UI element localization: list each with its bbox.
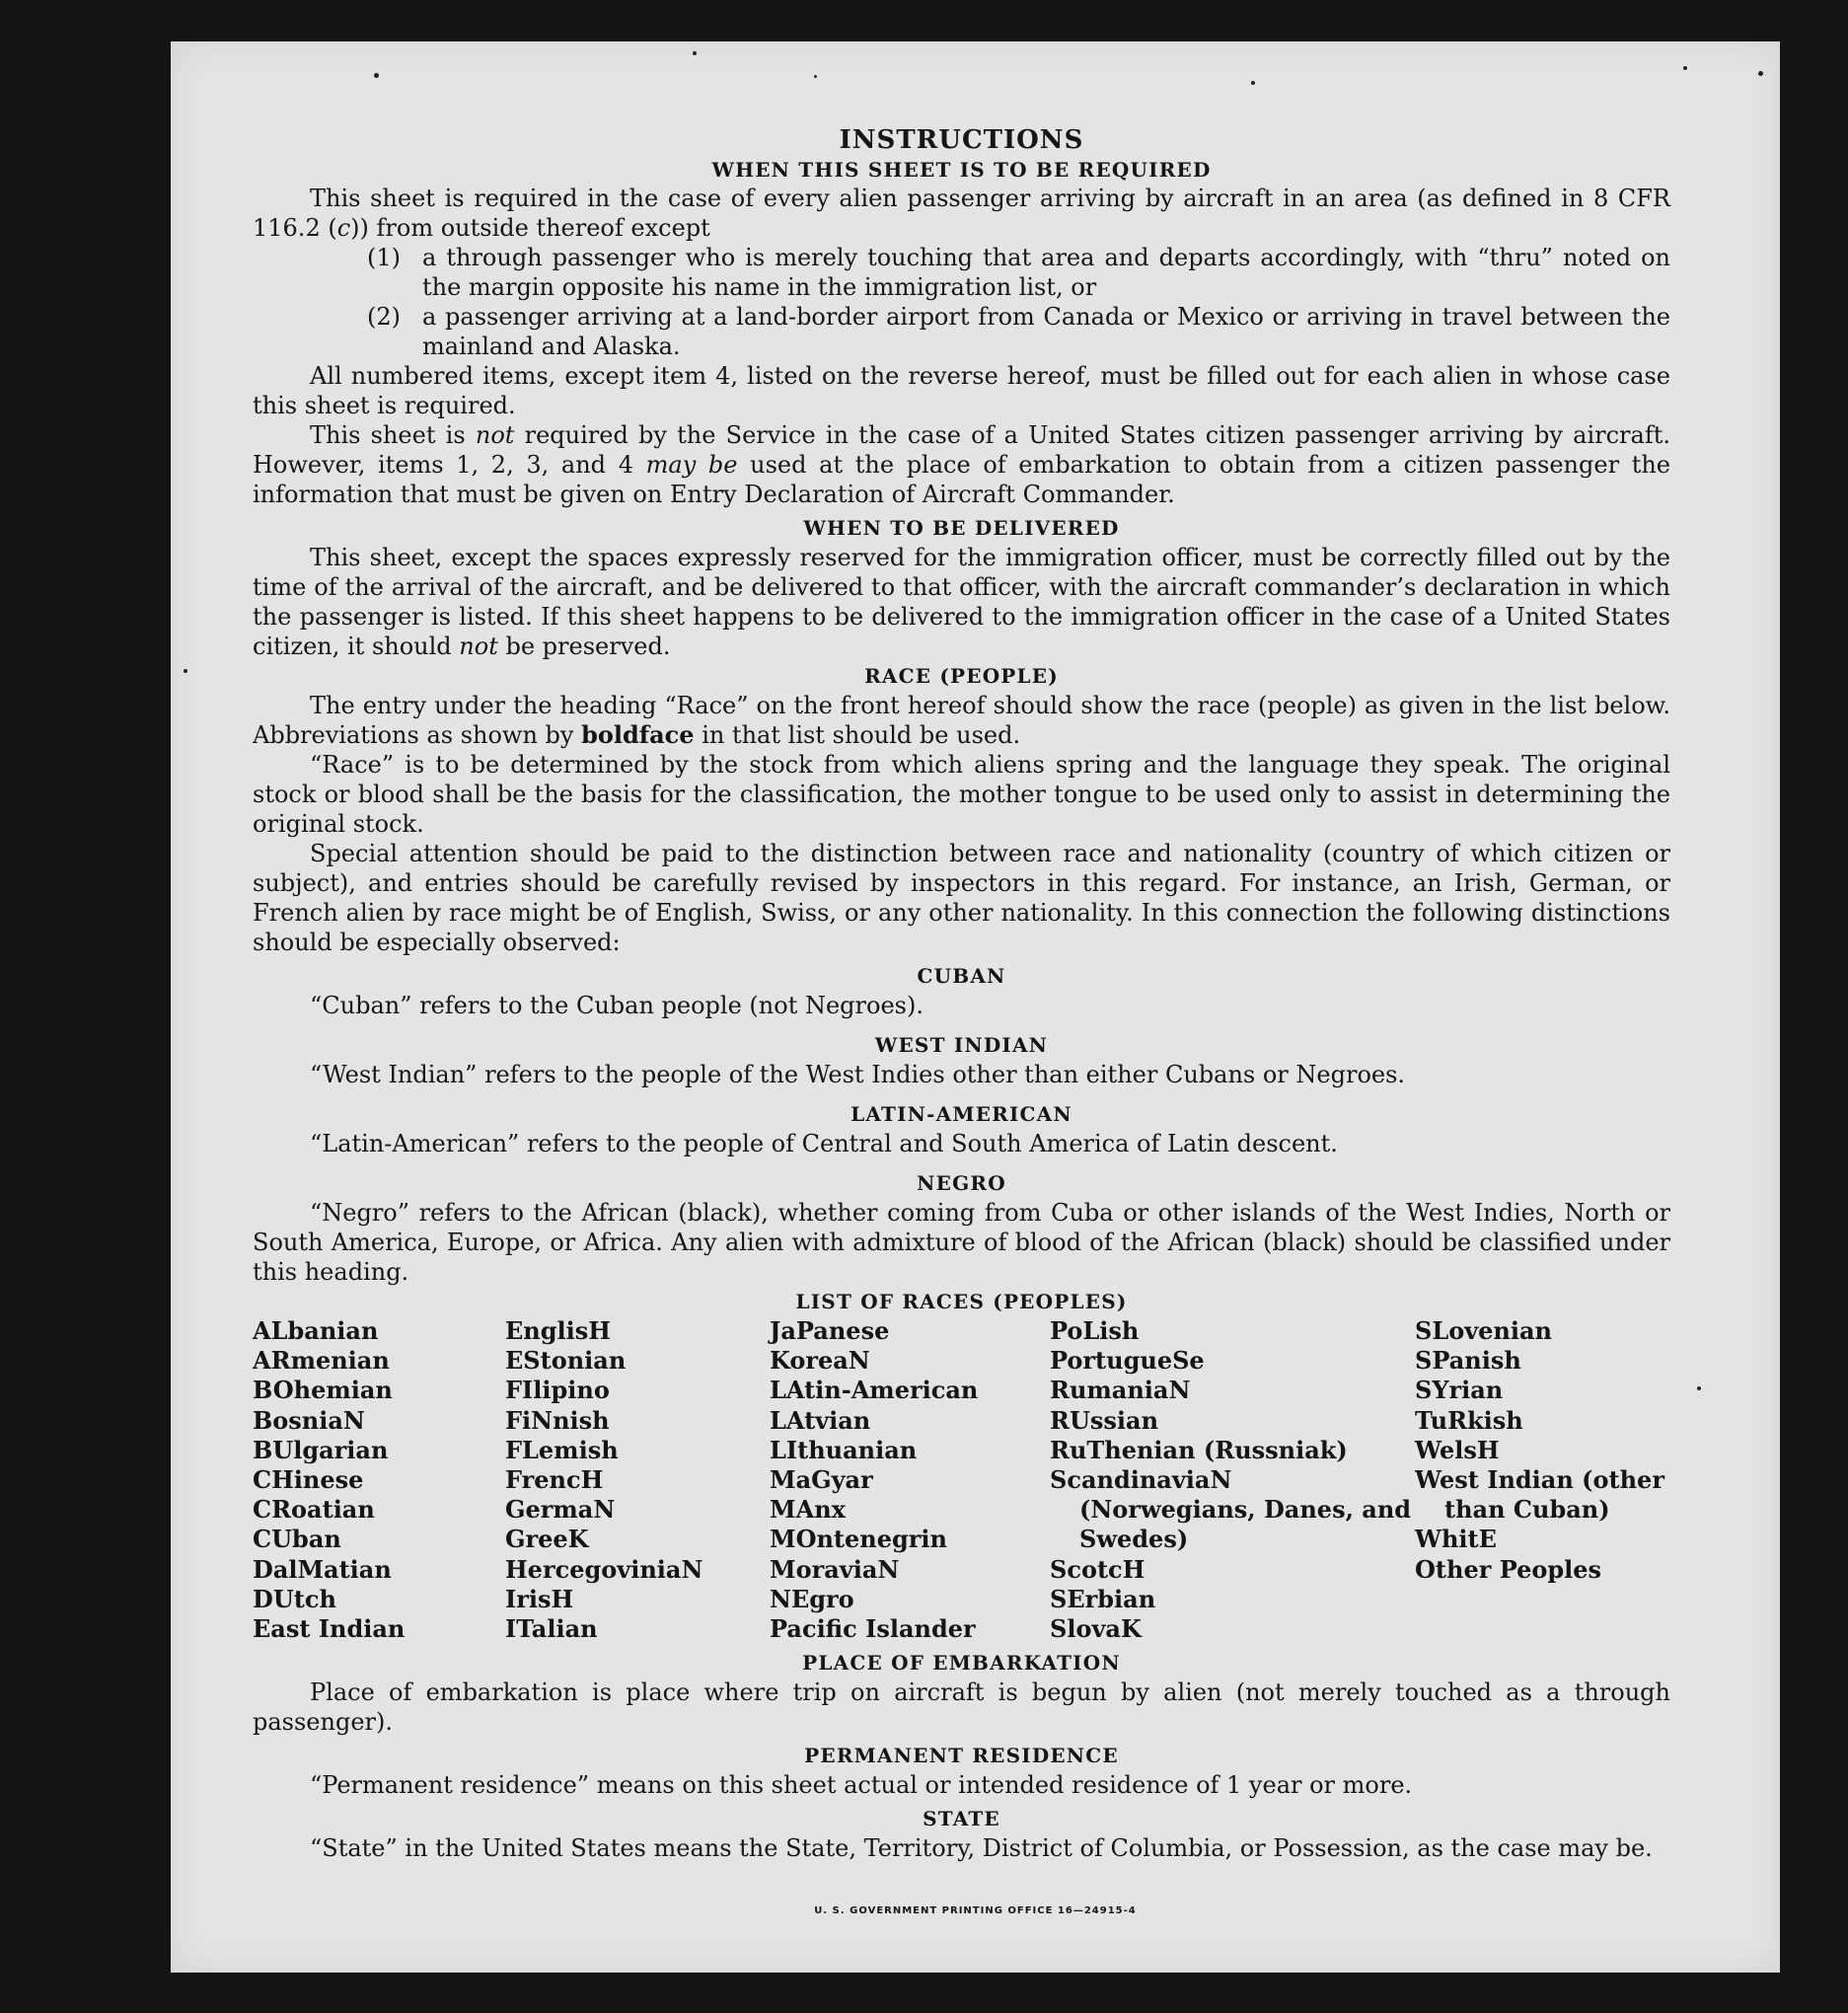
paragraph: “Permanent residence” means on this sheet actual or intended residence of 1 year or more.: [310, 1771, 1413, 1800]
item-text: a passenger arriving at a land-border airport from Canada or Mexico or arriving in travel between the mainland and Alaska.: [422, 303, 1670, 360]
race-item: WhitE: [1415, 1525, 1497, 1554]
section-race: [253, 661, 1670, 957]
race-item: BUlgarian: [253, 1435, 389, 1464]
race-item: BosniaN: [253, 1405, 365, 1435]
document-page: [171, 41, 1780, 1973]
race-item: LAtvian: [770, 1405, 871, 1435]
race-item: SLovenian: [1415, 1316, 1552, 1345]
race-item: East Indian: [253, 1614, 406, 1644]
race-item: JaPanese: [770, 1316, 890, 1345]
section-heading: CUBAN: [917, 964, 1006, 988]
section-heading: LIST OF RACES (PEOPLES): [795, 1290, 1128, 1313]
section-heading: WHEN THIS SHEET IS TO BE REQUIRED: [711, 158, 1212, 182]
race-item: CHinese: [253, 1465, 364, 1495]
section-heading: NEGRO: [917, 1171, 1006, 1195]
section-heading: RACE (PEOPLE): [864, 664, 1059, 688]
race-item: GreeK: [505, 1525, 589, 1554]
race-item: Other Peoples: [1415, 1554, 1602, 1584]
race-item: FiNnish: [505, 1405, 610, 1435]
list-item: [253, 302, 1670, 361]
races-column-4: [1050, 1316, 1415, 1644]
race-item: FLemish: [505, 1435, 619, 1464]
paragraph: “Race” is to be determined by the stock from which aliens spring and the language they speak. The original stock or blood shall be the basis for the classification, the mother tongue to be used only to assist in determining the original stock.: [253, 751, 1670, 838]
race-item: FIlipino: [505, 1376, 610, 1405]
race-item: FrencH: [505, 1465, 604, 1495]
race-item: IrisH: [505, 1584, 574, 1613]
race-item: CRoatian: [253, 1495, 375, 1525]
race-item: DalMatian: [253, 1554, 392, 1584]
page-title: INSTRUCTIONS: [839, 125, 1084, 155]
paragraph: Special attention should be paid to the distinction between race and nationality (country of which citizen or subject), and entries should be carefully revised by inspectors in this regard. For instance, an Irish, German, or French alien by race might be of English, Swiss, or any other nationality. In this connection the following distinctions should be especially observed:: [253, 840, 1670, 956]
race-item: KoreaN: [770, 1346, 870, 1376]
race-item: BOhemian: [253, 1376, 393, 1405]
section-west-indian: [253, 1030, 1670, 1089]
races-column-3: [770, 1316, 1050, 1644]
race-item: MaGyar: [770, 1465, 873, 1495]
section-state: [253, 1804, 1670, 1863]
race-item: Pacific Islander: [770, 1614, 976, 1644]
paragraph: This sheet is not required by the Service in the case of a United States citizen passenger arriving by aircraft. However, items 1, 2, 3, and 4 may be used at the place of embarkation to obtain from a citizen passenger the information that must be given on Entry Declaration of Aircraft Commander.: [253, 421, 1670, 508]
race-item: ARmenian: [253, 1346, 390, 1376]
section-latin-american: [253, 1099, 1670, 1158]
race-item: PoLish: [1050, 1316, 1140, 1345]
section-when-required: [253, 156, 1670, 509]
race-item: EnglisH: [505, 1316, 611, 1345]
race-item: ALbanian: [253, 1316, 379, 1345]
paragraph: “West Indian” refers to the people of the West Indies other than either Cubans or Negroes.: [310, 1061, 1406, 1088]
race-item: HercegoviniaN: [505, 1554, 703, 1584]
race-item: MOntenegrin: [770, 1525, 947, 1554]
printing-office-footer: U. S. GOVERNMENT PRINTING OFFICE 16—24915‑4: [814, 1905, 1137, 1916]
race-item: ScandinaviaN (Norwegians, Danes, and Swedes): [1050, 1465, 1412, 1554]
race-item: RUssian: [1050, 1405, 1159, 1435]
race-item: WelsH: [1415, 1435, 1500, 1464]
race-item: ScotcH: [1050, 1554, 1146, 1584]
race-item: SErbian: [1050, 1584, 1156, 1613]
item-number: (1): [367, 244, 401, 271]
paragraph: All numbered items, except item 4, listed on the reverse hereof, must be filled out for each alien in whose case this sheet is required.: [253, 362, 1670, 419]
race-item: SYrian: [1415, 1376, 1504, 1405]
paragraph: Place of embarkation is place where trip on aircraft is begun by alien (not merely touched as a through passenger).: [253, 1678, 1670, 1737]
race-item: DUtch: [253, 1584, 336, 1613]
race-item: West Indian (other than Cuban): [1415, 1465, 1664, 1525]
section-when-delivered: [253, 513, 1670, 661]
race-item: ITalian: [505, 1614, 598, 1644]
race-item: PortugueSe: [1050, 1346, 1205, 1376]
item-text: a through passenger who is merely touching that area and departs accordingly, with “thru” noted on the margin opposite his name in the immigration list, or: [422, 244, 1670, 301]
section-heading: WHEN TO BE DELIVERED: [803, 516, 1120, 540]
paragraph: This sheet, except the spaces expressly reserved for the immigration officer, must be correctly filled out by the time of the arrival of the aircraft, and be delivered to that officer, with the aircraft commander’s declaration in which the passenger is listed. If this sheet happens to be delivered to the immigration officer in the case of a United States citizen, it should not be preserved.: [253, 544, 1670, 660]
races-column-1: [253, 1316, 505, 1644]
paragraph: The entry under the heading “Race” on the front hereof should show the race (people) as given in the list below. Abbreviations as shown by boldface in that list should be used.: [253, 692, 1670, 749]
race-item: MoraviaN: [770, 1554, 900, 1584]
race-item: CUban: [253, 1525, 341, 1554]
section-heading: PERMANENT RESIDENCE: [804, 1744, 1119, 1768]
section-heading: WEST INDIAN: [874, 1033, 1049, 1057]
instructions-content: [253, 124, 1670, 1863]
paragraph: “State” in the United States means the State, Territory, District of Columbia, or Possession, as the case may be.: [310, 1834, 1653, 1863]
race-item: LAtin-American: [770, 1376, 979, 1405]
race-item: RumaniaN: [1050, 1376, 1191, 1405]
list-item: [253, 243, 1670, 302]
paragraph: “Latin-American” refers to the people of Central and South America of Latin descent.: [310, 1130, 1338, 1157]
section-heading: STATE: [923, 1807, 1000, 1831]
race-item: TuRkish: [1415, 1405, 1523, 1435]
section-permanent-residence: [253, 1741, 1670, 1800]
race-item: SPanish: [1415, 1346, 1521, 1376]
paragraph: “Negro” refers to the African (black), whether coming from Cuba or other islands of the West Indies, North or South America, Europe, or Africa. Any alien with admixture of blood of the African (black) should be classified under this heading.: [253, 1199, 1670, 1286]
race-item: MAnx: [770, 1495, 846, 1525]
race-item: NEgro: [770, 1584, 854, 1613]
race-item: RuThenian (Russniak): [1050, 1435, 1348, 1464]
race-item: GermaN: [505, 1495, 616, 1525]
race-item: EStonian: [505, 1346, 627, 1376]
section-embarkation: [253, 1648, 1670, 1737]
section-cuban: [253, 961, 1670, 1020]
race-item: SlovaK: [1050, 1614, 1142, 1644]
section-negro: [253, 1168, 1670, 1287]
races-column-2: [505, 1316, 770, 1644]
section-list-of-races: [253, 1287, 1670, 1644]
paragraph: This sheet is required in the case of every alien passenger arriving by aircraft in an area (as defined in 8 CFR 116.2 (c)) from outside thereof except: [253, 185, 1670, 242]
item-number: (2): [367, 303, 401, 331]
races-column-5: [1415, 1316, 1670, 1644]
race-item: LIthuanian: [770, 1435, 918, 1464]
section-heading: LATIN-AMERICAN: [850, 1102, 1072, 1126]
paragraph: “Cuban” refers to the Cuban people (not Negroes).: [310, 992, 924, 1019]
section-heading: PLACE OF EMBARKATION: [802, 1651, 1121, 1676]
races-table: [253, 1316, 1670, 1644]
